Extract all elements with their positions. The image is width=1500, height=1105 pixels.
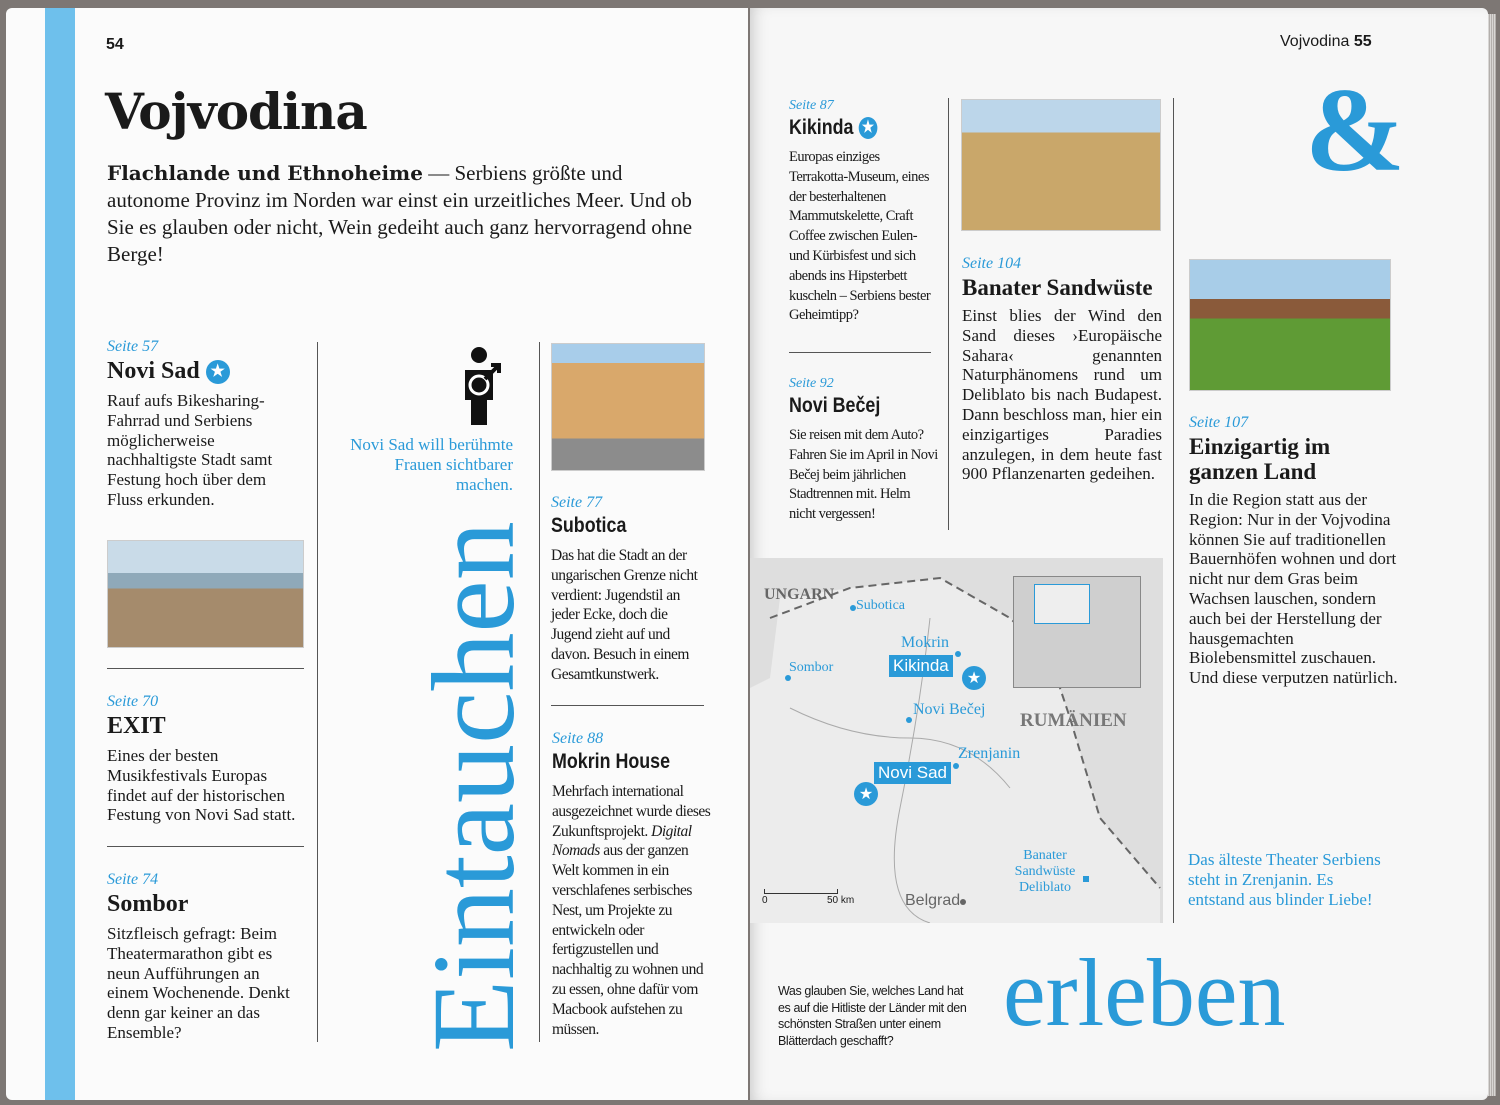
entry-text: In die Region statt aus der Region: Nur in der Vojvodina können Sie auf traditionellen Bauernhöfen wohnen und dort nicht nur dem Gras beim Wachsen lauschen, sondern auch bei der Herstellung der hausgemachten Biolebensmittel zuschauen. Und diese verputzen natürlich.	[1189, 490, 1398, 688]
seite-ref: Seite 74	[107, 871, 159, 888]
city-dot	[960, 899, 966, 905]
column-divider	[317, 342, 318, 1042]
divider	[551, 705, 704, 706]
photo-subotica-palace	[551, 343, 705, 471]
entry-subotica	[551, 494, 711, 685]
quote-left: Novi Sad will berühmte Frauen sichtbarer machen.	[350, 435, 513, 494]
poi-marker	[1083, 876, 1089, 882]
city-label: Mokrin	[901, 634, 949, 651]
entry-text: Eines der besten Musikfestivals Europas findet auf der historischen Festung von Novi Sad statt.	[107, 746, 296, 825]
scale-label: 0	[762, 895, 768, 906]
entry-title: Mokrin House	[552, 750, 671, 773]
entry-text: Sie reisen mit dem Auto? Fahren Sie im April in Novi Bečej beim jährlichen Stadtrennen mit. Helm nicht vergessen!	[789, 427, 938, 523]
page-number-left: 54	[106, 36, 124, 53]
entry-mokrin-house	[552, 730, 712, 1039]
star-icon: ★	[962, 666, 986, 690]
divider	[107, 668, 304, 669]
entry-text: Einst blies der Wind den Sand dieses ›Europäische Sahara‹ genannten Naturphänomens rund um Deliblato bis nach Budapest. Dann beschloss man, hier ein einzigartiges Paradies anzulegen, in dem heute fast 900 Pflanzenarten gedeihen.	[962, 306, 1162, 484]
entry-novi-becej	[789, 376, 939, 525]
map	[750, 558, 1163, 923]
country-label: UNGARN	[764, 586, 835, 603]
photo-sand-dunes	[961, 99, 1161, 231]
map-highlight-novi-sad: Novi Sad	[874, 762, 951, 784]
entry-title: Novi Bečej	[789, 394, 881, 417]
entry-title: Banater Sandwüste	[962, 275, 1153, 300]
seite-ref: Seite 92	[789, 376, 834, 391]
seite-ref: Seite 87	[789, 98, 834, 113]
scale-label: 50 km	[827, 895, 855, 906]
seite-ref: Seite 77	[551, 494, 603, 511]
big-word: erleben	[1003, 939, 1286, 1046]
city-label: Novi Bečej	[913, 701, 986, 718]
scale-bar	[764, 889, 838, 894]
city-label: Sombor	[789, 660, 834, 675]
seite-ref: Seite 104	[962, 255, 1022, 272]
column-divider	[948, 98, 949, 530]
inset-map	[1013, 576, 1141, 688]
city-label: Zrenjanin	[958, 745, 1021, 762]
city-dot	[955, 651, 961, 657]
poi-label: Banater Sandwüste Deliblato	[1014, 848, 1076, 895]
map-highlight-kikinda: Kikinda	[889, 655, 953, 677]
page-edges	[1488, 14, 1496, 1096]
woman-symbol-icon	[455, 345, 515, 430]
page-number-right: 55	[1353, 33, 1372, 50]
intro-text: — Serbiens größte und autonome Provinz im Norden war einst ein urzeitliches Meer. Und ob Sie es glauben oder nicht, Wein gedeiht auch ganz hervorragend ohne Berge!	[107, 161, 693, 266]
entry-title: Einzigartig im ganzen Land	[1189, 434, 1331, 484]
entry-title: Subotica	[551, 514, 627, 537]
photo-farm	[1189, 259, 1391, 391]
header-section: Vojvodina	[1280, 33, 1350, 50]
entry-title: Kikinda	[789, 116, 854, 139]
quote-right: Das älteste Theater Serbiens steht in Zrenjanin. Es entstand aus blinder Liebe!	[1188, 850, 1381, 909]
inset-highlight	[1034, 584, 1090, 624]
divider	[789, 352, 931, 353]
entry-title: EXIT	[107, 713, 166, 739]
running-header	[1280, 33, 1372, 51]
entry-text: Sitzfleisch gefragt: Beim Theatermarathon gibt es neun Aufführungen an einem Wochenende. Denkt denn gar keiner an das Ensemble?	[107, 924, 290, 1042]
star-icon: ★	[854, 782, 878, 806]
star-icon: ★	[859, 117, 878, 139]
column-divider	[1173, 98, 1174, 923]
seite-ref: Seite 88	[552, 730, 604, 747]
entry-title: Sombor	[107, 891, 189, 917]
entry-text: Europas einziges Terrakotta-Museum, eines der besterhaltenen Mammutskelette, Craft Coffee zwischen Eulen- und Kürbisfest und sich abends ins Hipsterbett kuscheln – Serbiens bester Geheimtipp?	[789, 149, 931, 324]
seite-ref: Seite 70	[107, 693, 159, 710]
ampersand: &	[1305, 63, 1405, 196]
blue-stripe	[45, 8, 75, 1100]
city-label: Belgrad	[905, 892, 961, 909]
page-title: Vojvodina	[105, 82, 367, 141]
entry-text: aus der ganzen Welt kommen in ein verschlafenes serbisches Nest, um Projekte zu entwickeln oder fertigzustellen und nachhaltig zu wohnen und zu essen, ohne dafür vom Macbook aufstehen zu müssen.	[552, 842, 704, 1038]
intro	[107, 160, 707, 268]
entry-text: Mehrfach international ausgezeichnet wurde dieses Zukunftsprojekt.	[552, 783, 711, 840]
entry-kikinda	[789, 98, 939, 326]
question: Was glauben Sie, welches Land hat es auf die Hitliste der Länder mit den schönsten Straßen unter einem Blätterdach geschafft?	[778, 984, 967, 1048]
star-icon: ★	[206, 360, 230, 384]
city-label: Subotica	[856, 598, 905, 613]
entry-title: Novi Sad	[107, 358, 200, 384]
entry-novi-sad	[107, 338, 305, 510]
city-dot	[953, 763, 959, 769]
entry-text-emphasis: Digital Nomads	[552, 822, 692, 860]
seite-ref: Seite 107	[1189, 414, 1249, 431]
photo-novi-sad-terrace	[107, 540, 304, 648]
entry-einzigartig	[1189, 414, 1399, 688]
city-dot	[906, 717, 912, 723]
entry-banater-sandwueste	[962, 255, 1162, 484]
entry-exit	[107, 693, 305, 825]
seite-ref: Seite 57	[107, 338, 159, 355]
entry-sombor	[107, 871, 305, 1043]
entry-text: Rauf aufs Bikesharing-Fahrrad und Serbiens möglicherweise nachhaltigste Stadt samt Festung hoch über dem Fluss erkunden.	[107, 391, 273, 509]
column-divider	[539, 342, 540, 1042]
divider	[107, 846, 304, 847]
entry-text: Das hat die Stadt an der ungarischen Grenze nicht verdient: Jugendstil an jeder Ecke, doch die Jugend zieht auf und davon. Besuch in einem Gesamtkunstwerk.	[551, 547, 698, 683]
vertical-word: Eintauchen	[408, 521, 539, 1052]
country-label: RUMÄNIEN	[1020, 710, 1127, 731]
intro-bold: Flachlande und Ethnoheime	[107, 161, 423, 185]
